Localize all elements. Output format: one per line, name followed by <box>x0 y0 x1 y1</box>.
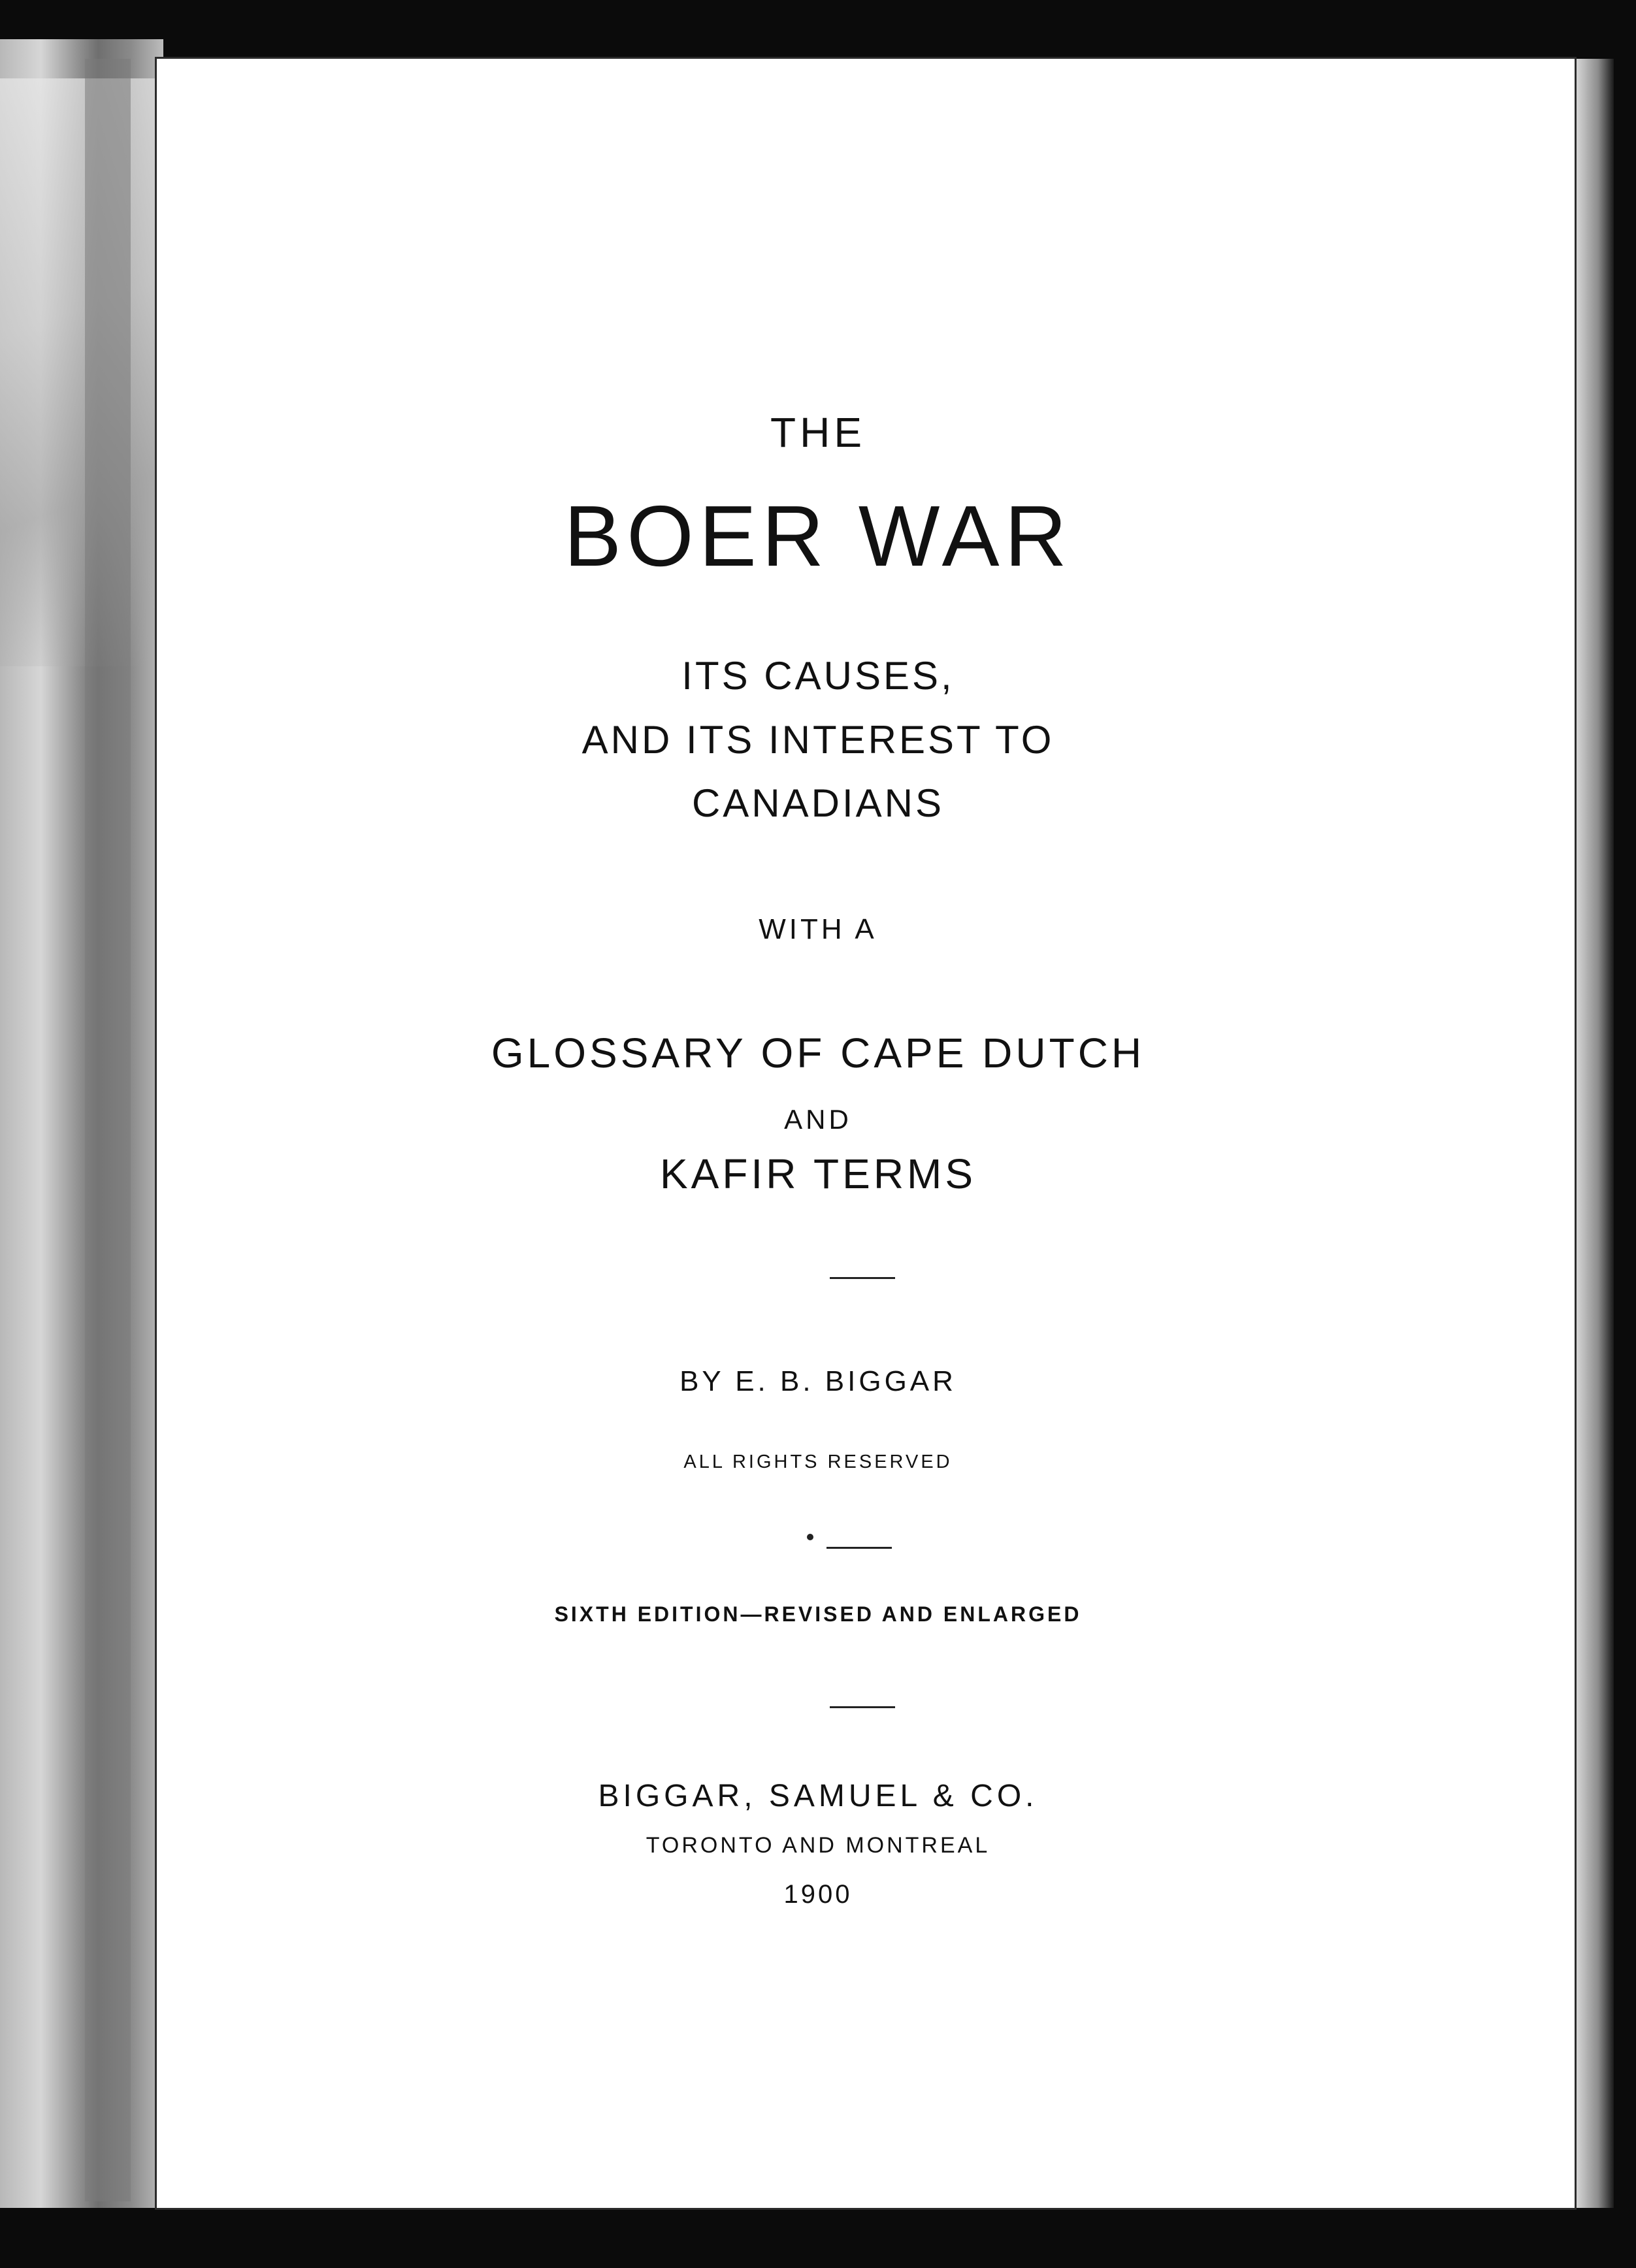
divider-rule <box>830 1277 895 1279</box>
publisher-place: TORONTO AND MONTREAL <box>646 1833 990 1858</box>
divider-rule <box>826 1547 892 1549</box>
author-line: BY E. B. BIGGAR <box>679 1365 957 1397</box>
divider-rule <box>830 1706 895 1708</box>
subtitle-line-3: CANADIANS <box>691 781 945 825</box>
subtitle-line-2: AND ITS INTEREST TO <box>581 718 1055 762</box>
publisher-name: BIGGAR, SAMUEL & CO. <box>598 1779 1038 1813</box>
title-article: THE <box>770 409 866 456</box>
with-a-label: WITH A <box>759 913 877 945</box>
glossary-line-1: GLOSSARY OF CAPE DUTCH <box>491 1029 1145 1077</box>
edition-line: SIXTH EDITION—REVISED AND ENLARGED <box>554 1602 1082 1626</box>
glossary-line-2: KAFIR TERMS <box>659 1150 977 1197</box>
rights-notice: ALL RIGHTS RESERVED <box>683 1451 953 1472</box>
book-title: BOER WAR <box>564 488 1072 584</box>
publication-year: 1900 <box>783 1880 853 1909</box>
subtitle-line-1: ITS CAUSES, <box>681 654 955 698</box>
ornament-dot <box>807 1534 813 1540</box>
glossary-and: AND <box>784 1104 852 1135</box>
